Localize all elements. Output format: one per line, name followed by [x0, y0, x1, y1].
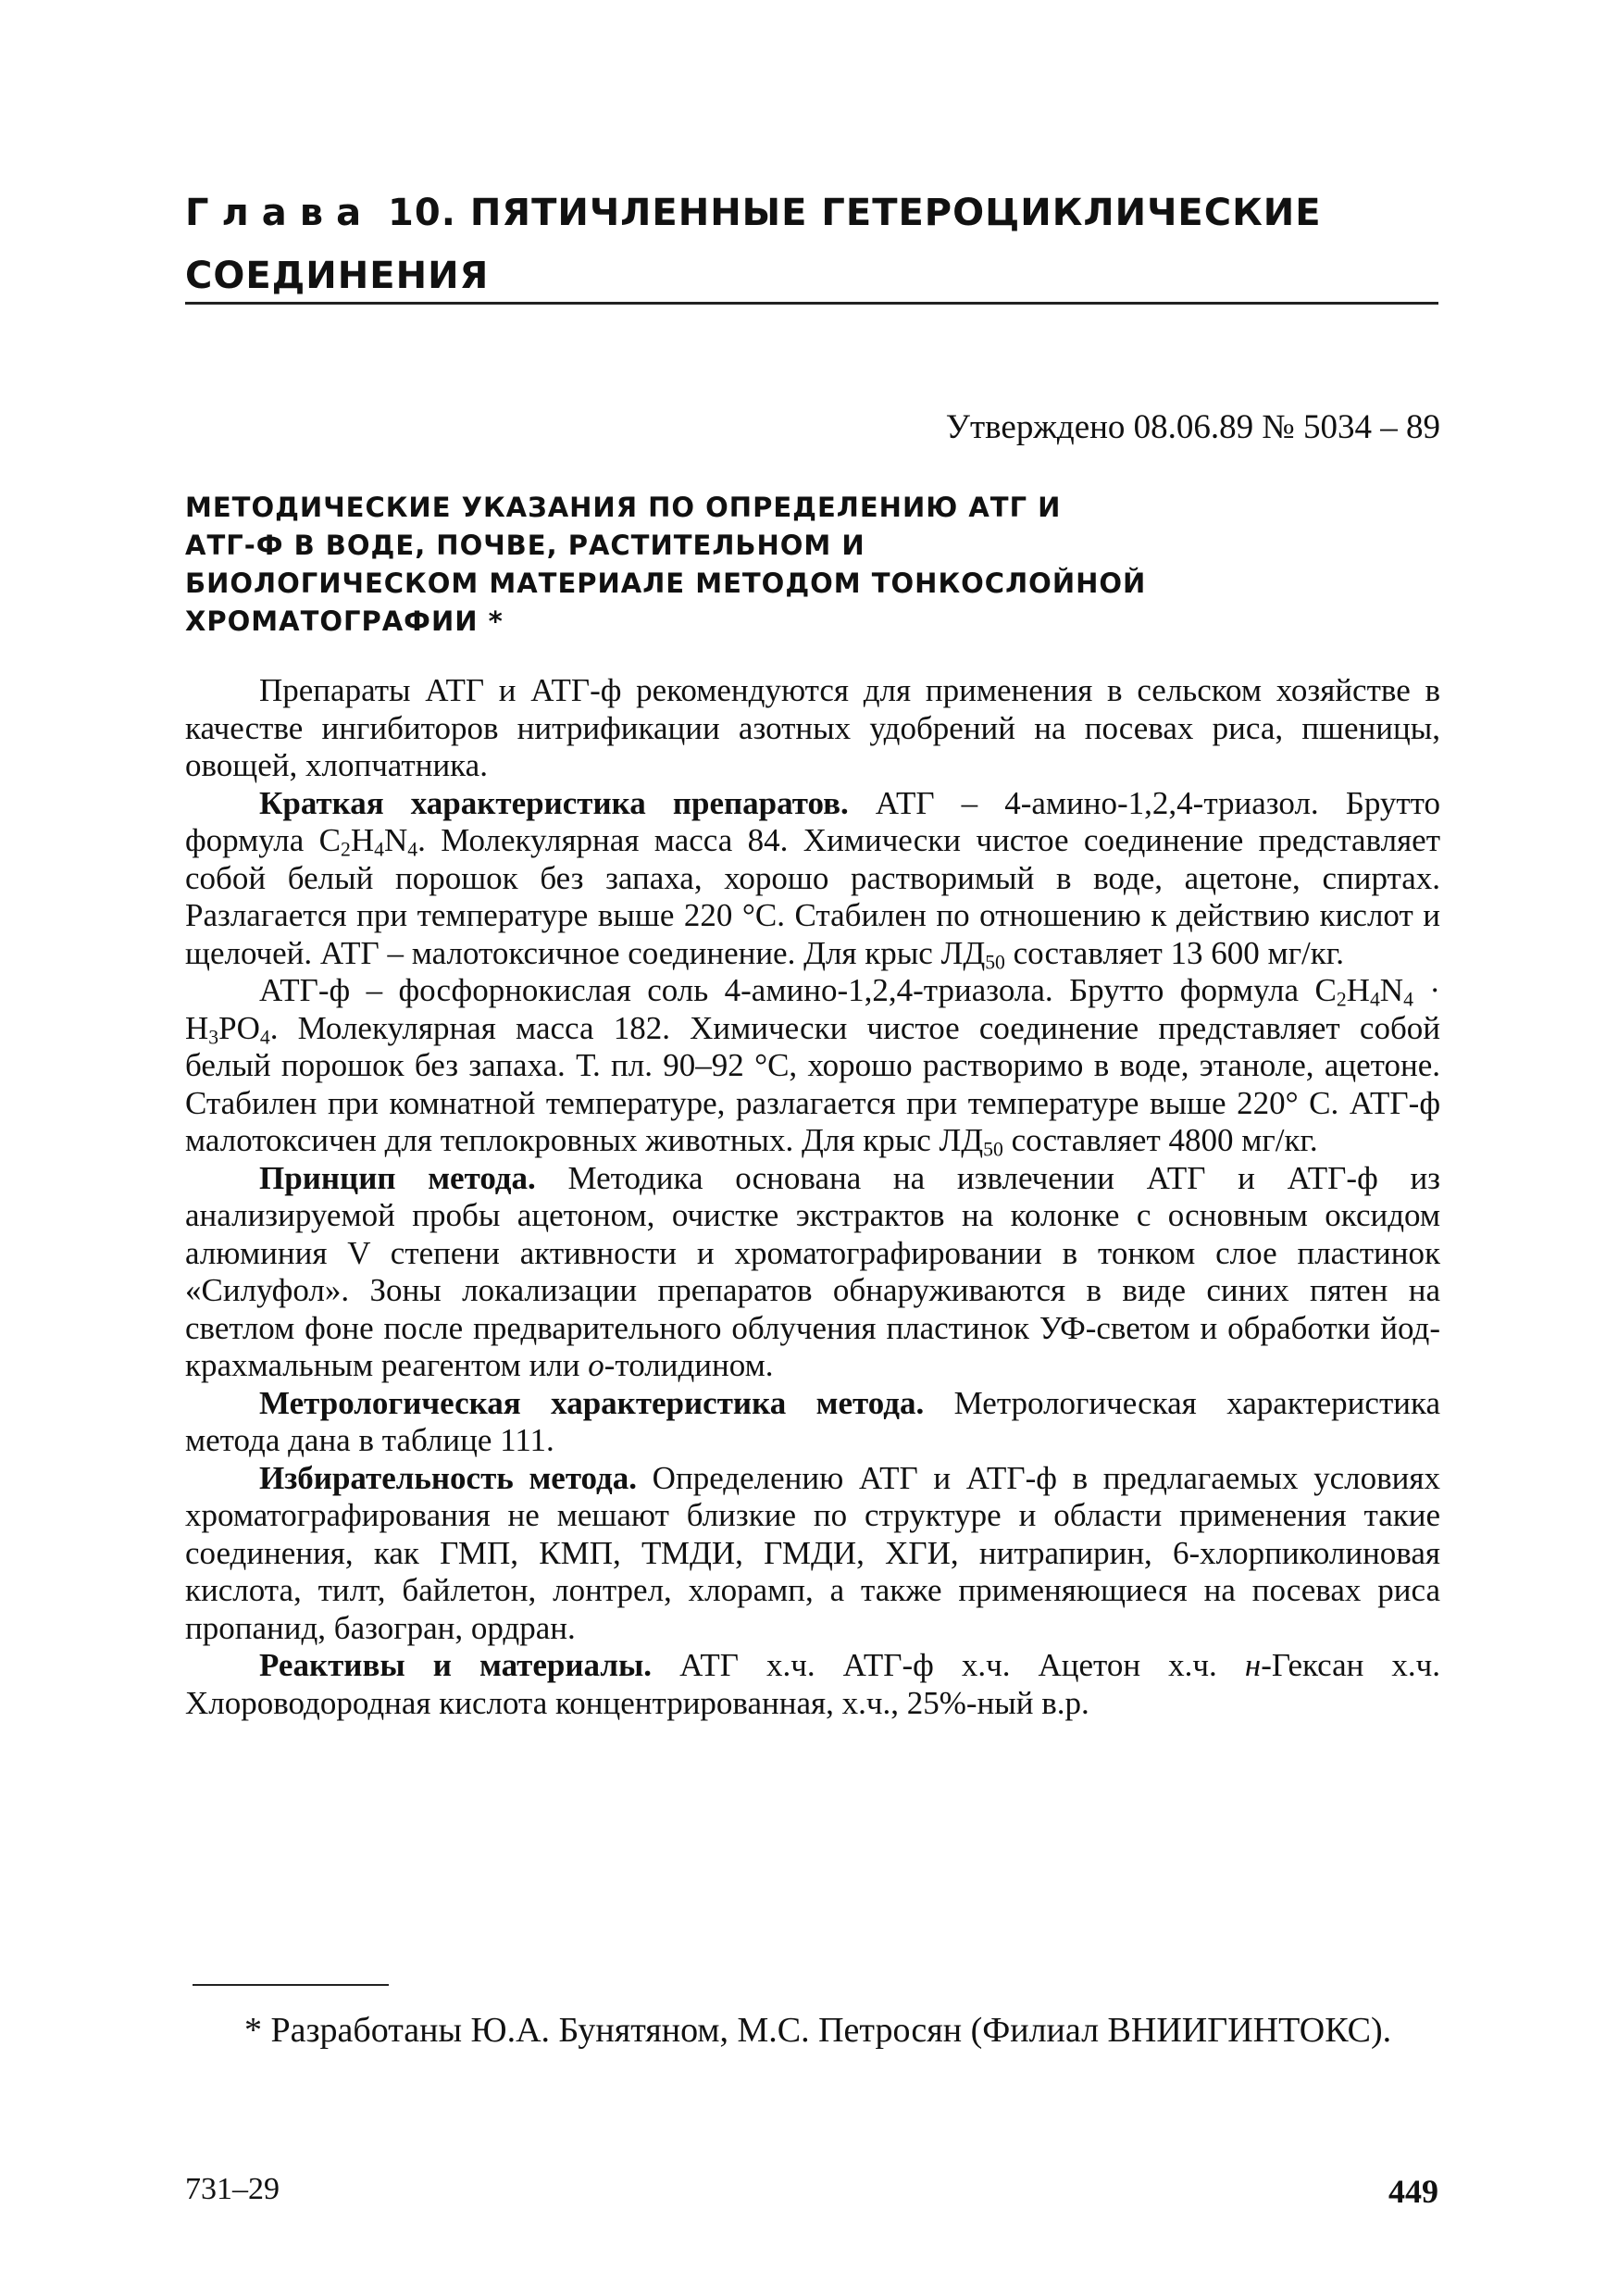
paragraph-brief-characteristics: Краткая характеристика препаратов. АТГ – 4-амино-1,2,4-триазол. Брутто формула $C_2H_4N_4$. Молекулярная масса 84. Химически чистое соединение представляет собой белый порошок без запаха, хорошо растворимый в воде, ацетоне, спиртах. Разлагается при температуре выше 220 °C. Стабилен по отношению к действию кислот и щелочей. АТГ – малотоксичное соединение. Для крыс $ЛД_{50}$ составляет 13 600 мг/кг. — [185, 784, 1440, 973]
document-title-line: ХРОМАТОГРАФИИ * — [185, 605, 504, 637]
paragraph-atg-f: АТГ-ф – фосфорнокислая соль 4-амино-1,2,4-триазола. Брутто формула $C_2H_4N_4 \cdot H_3PO_4$. Молекулярная масса 182. Химически чистое соединение представляет собой белый порошок без запаха. Т. пл. 90–92 °C, хорошо растворимо в воде, этаноле, ацетоне. Стабилен при комнатной температуре, разлагается при температуре выше 220° С. АТГ-ф малотоксичен для теплокровных животных. Для крыс $ЛД_{50}$ составляет 4800 мг/кг. — [185, 972, 1440, 1161]
chapter-heading-line-1 — [185, 181, 1444, 244]
footnote-text: * Разработаны Ю.А. Бунятяном, М.С. Петросян (Филиал ВНИИГИНТОКС). — [244, 2011, 1392, 2050]
section-heading-metrology: Метрологическая характеристика метода. — [259, 1384, 925, 1421]
document-title-line: БИОЛОГИЧЕСКОМ МАТЕРИАЛЕ МЕТОДОМ ТОНКОСЛОЙНОЙ — [185, 568, 1147, 599]
paragraph-method-principle: Принцип метода. Методика основана на извлечении АТГ и АТГ-ф из анализируемой пробы ацетоном, очистке экстрактов на колонке с основным оксидом алюминия V степени активности и хроматографировании в тонком слое пластинок «Силуфол». Зоны локализации препаратов обнаруживаются в виде синих пятен на светлом фоне после предварительного облучения пластинок УФ-светом и обработки йод-крахмальным реагентом или о-толидином. — [185, 1159, 1440, 1383]
chapter-title-rest: 10. ПЯТИЧЛЕННЫЕ ГЕТЕРОЦИКЛИЧЕСКИЕ — [388, 192, 1322, 234]
body-text — [185, 672, 1440, 1722]
section-heading-principle: Принцип метода. — [259, 1159, 536, 1196]
chapter-word: Глава — [185, 192, 375, 234]
section-heading-reagents: Реактивы и материалы. — [259, 1647, 653, 1683]
footnote — [185, 2009, 1440, 2053]
paragraph-reagents: Реактивы и материалы. АТГ х.ч. АТГ-ф х.ч. Ацетон х.ч. н-Гексан х.ч. Хлороводородная кислота концентрированная, х.ч., 25%-ный в.р. — [185, 1647, 1440, 1721]
page-number: 449 — [1388, 2173, 1438, 2210]
paragraph-selectivity: Избирательность метода. Определению АТГ и АТГ-ф в предлагаемых условиях хроматографирования не мешают близкие по структуре и области применения такие соединения, как ГМП, КМП, ТМДИ, ГМДИ, ХГИ, нитрапирин, 6-хлорпиколиновая кислота, тилт, байлетон, лонтрел, хлорамп, а также применяющиеся на посевах риса пропанид, базогран, ордран. — [185, 1459, 1440, 1646]
document-title-line: МЕТОДИЧЕСКИЕ УКАЗАНИЯ ПО ОПРЕДЕЛЕНИЮ АТГ И — [185, 492, 1062, 523]
document-title-line: АТГ-Ф В ВОДЕ, ПОЧВЕ, РАСТИТЕЛЬНОМ И — [185, 530, 865, 561]
paragraph-metrology: Метрологическая характеристика метода. Метрологическая характеристика метода дана в таблице 111. — [185, 1384, 1440, 1458]
chapter-rule — [185, 302, 1438, 305]
document-title — [185, 489, 1296, 641]
section-heading-selectivity: Избирательность метода. — [259, 1459, 638, 1496]
print-signature: 731–29 — [185, 2172, 280, 2206]
section-heading-brief: Краткая характеристика препаратов. — [259, 784, 849, 821]
footnote-rule — [193, 1984, 389, 1986]
paragraph-intro: Препараты АТГ и АТГ-ф рекомендуются для применения в сельском хозяйстве в качестве ингибиторов нитрификации азотных удобрений на посевах риса, пшеницы, овощей, хлопчатника. — [185, 672, 1440, 783]
chapter-heading-line-2: СОЕДИНЕНИЯ — [185, 255, 490, 297]
chapter-heading — [185, 181, 1444, 307]
approval-note: Утверждено 08.06.89 № 5034 – 89 — [945, 408, 1440, 446]
